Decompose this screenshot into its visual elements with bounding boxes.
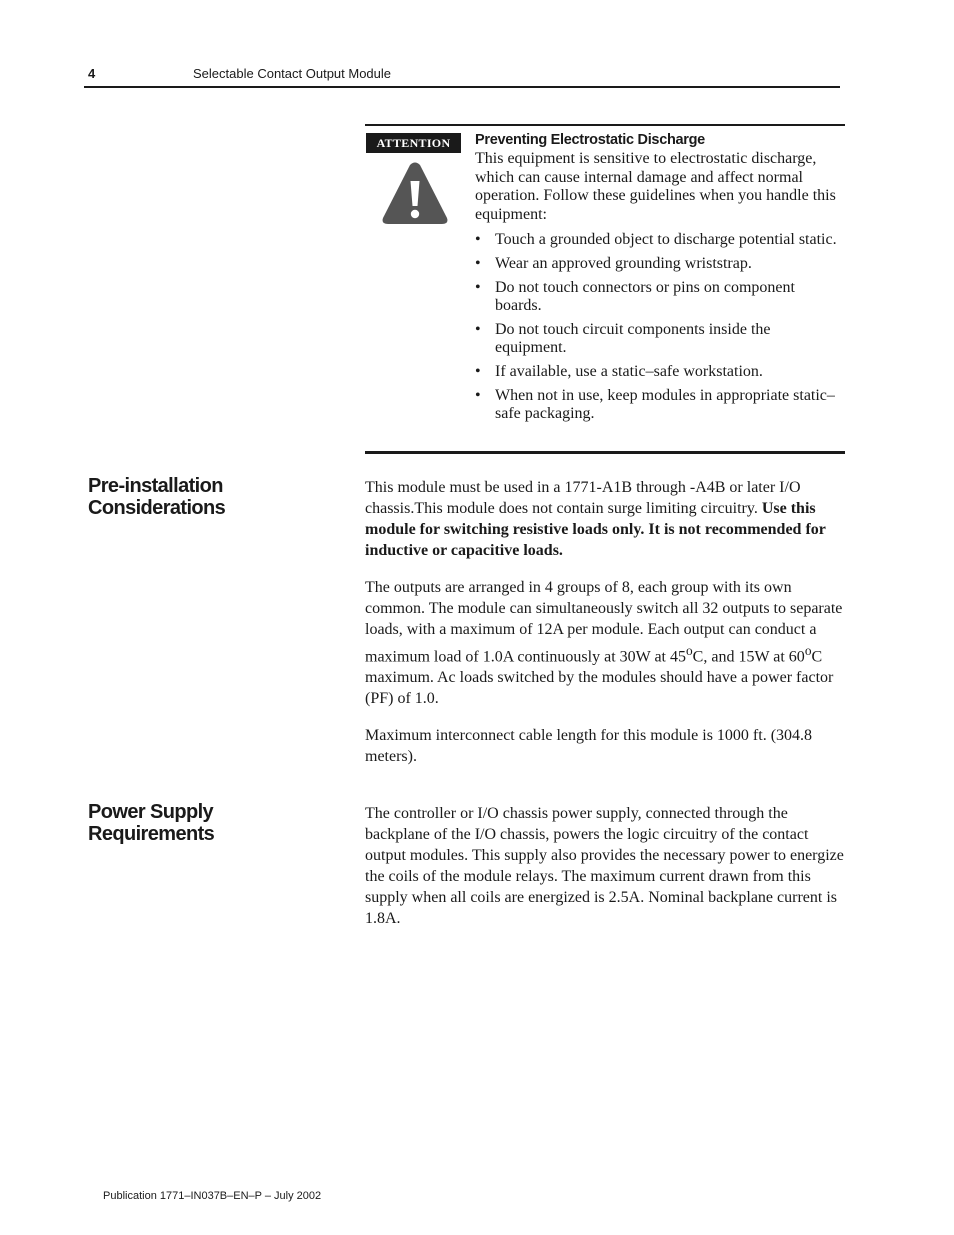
preinstall-heading-line2: Considerations [88,497,226,519]
publication-footer: Publication 1771–IN037B–EN–P – July 2002 [103,1190,322,1202]
preinstall-p2-text-a: The outputs are arranged in 4 groups of 8, each group with its own common. The module can simultaneously switch all 32 outputs to separate loads, with a maximum of 12A per module. Each output can conduct a maximum load of 1.0A continuously at 30W at 45 [365,579,843,666]
power-supply-section [365,803,845,945]
list-item: • When not in use, keep modules in appropriate static–safe packaging. [475,387,845,424]
preinstall-section [365,477,845,783]
list-item: • Do not touch connectors or pins on component boards. [475,279,845,316]
preinstall-heading-line1: Pre-installation [88,475,223,497]
power-supply-paragraph: The controller or I/O chassis power supply, connected through the backplane of the I/O chassis, powers the logic circuitry of the contact output modules. This supply also provides the necessary power to energize the coils of the module relays. The maximum current drawn from this supply when all coils are energized is 2.5A. Nominal backplane current is 1.8A. [365,805,844,927]
list-item: • Touch a grounded object to discharge potential static. [475,231,845,250]
page-number: 4 [88,66,96,81]
preinstall-heading [88,475,318,519]
preinstall-p1-bold-text: Use this module for switching resistive loads only. It is not recommended for inductive or capacitive loads. [365,500,826,559]
attention-label: ATTENTION [366,133,461,153]
attention-body [475,131,845,429]
power-supply-heading-line1: Power Supply [88,801,214,823]
list-item: • Wear an approved grounding wriststrap. [475,255,845,274]
degree-superscript: o [804,643,812,658]
preinstall-p1-text: This module must be used in a 1771-A1B through -A4B or later I/O chassis.This module does not contain surge limiting circuitry. [365,479,801,517]
preinstall-p2-text-c: C maximum. Ac loads switched by the modules should have a power factor (PF) of 1.0. [365,648,834,708]
attention-guidelines-list [475,231,845,423]
attention-bottom-rule [365,451,845,454]
power-supply-heading [88,801,318,845]
attention-heading: Preventing Electrostatic Discharge [475,132,705,148]
header-rule [84,86,840,88]
list-item: • If available, use a static–safe workstation. [475,363,845,382]
running-header-title: Selectable Contact Output Module [193,66,392,81]
list-item: • Do not touch circuit components inside the equipment. [475,321,845,358]
warning-triangle-icon [382,162,448,225]
attention-intro: This equipment is sensitive to electrostatic discharge, which can cause internal damage and affect normal operation. Follow these guidelines when you handle this equipment: [475,150,836,223]
preinstall-p2-text-b: C, and 15W at 60 [692,648,805,666]
power-supply-heading-line2: Requirements [88,823,215,845]
attention-top-rule [365,124,845,126]
preinstall-paragraph-2 [365,577,845,709]
preinstall-paragraph-3: Maximum interconnect cable length for this module is 1000 ft. (304.8 meters). [365,727,813,766]
preinstall-paragraph-1 [365,477,845,561]
degree-superscript: o [686,643,693,658]
